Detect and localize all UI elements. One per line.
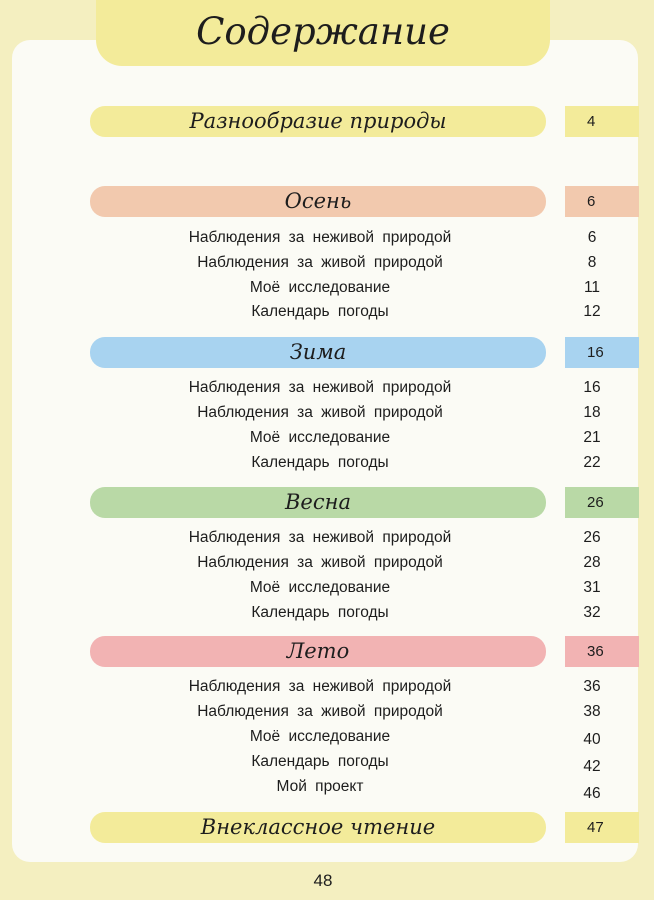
toc-item[interactable]: Календарь погоды — [251, 303, 389, 320]
page-number: 48 — [313, 871, 333, 890]
section-summer-page: 36 — [565, 636, 639, 667]
section-reading-page: 47 — [565, 812, 639, 843]
section-summer[interactable]: Лето — [90, 636, 546, 667]
toc-item[interactable]: Наблюдения за живой природой — [197, 254, 443, 271]
section-winter-page: 16 — [565, 337, 639, 368]
toc-item[interactable]: Наблюдения за живой природой — [197, 404, 443, 421]
toc-item[interactable]: Моё исследование — [249, 429, 391, 446]
toc-item[interactable]: Мой проект — [276, 778, 364, 795]
toc-item[interactable]: Моё исследование — [249, 728, 391, 745]
toc-item-page: 22 — [583, 454, 601, 471]
section-winter[interactable]: Зима — [90, 337, 546, 368]
toc-item-page: 12 — [583, 303, 601, 320]
page-title: Содержание — [196, 10, 450, 53]
section-spring[interactable]: Весна — [90, 487, 546, 518]
toc-item[interactable]: Наблюдения за живой природой — [197, 554, 443, 571]
section-autumn-page: 6 — [565, 186, 639, 217]
toc-item-page: 36 — [583, 678, 601, 695]
toc-item[interactable]: Наблюдения за неживой природой — [188, 229, 452, 246]
toc-item-page: 26 — [583, 529, 601, 546]
toc-item[interactable]: Моё исследование — [249, 279, 391, 296]
toc-item-page: 16 — [583, 379, 601, 396]
section-spring-page: 26 — [565, 487, 639, 518]
toc-item-page: 32 — [583, 604, 601, 621]
toc-item-page: 11 — [583, 279, 601, 296]
toc-item-page: 28 — [583, 554, 601, 571]
toc-item-page: 38 — [583, 703, 601, 720]
section-reading[interactable]: Внеклассное чтение — [90, 812, 546, 843]
toc-item[interactable]: Моё исследование — [249, 579, 391, 596]
toc-item[interactable]: Календарь погоды — [251, 753, 389, 770]
toc-item[interactable]: Наблюдения за неживой природой — [188, 529, 452, 546]
toc-item-page: 21 — [583, 429, 601, 446]
toc-item[interactable]: Наблюдения за неживой природой — [188, 379, 452, 396]
toc-item[interactable]: Календарь погоды — [251, 454, 389, 471]
toc-item-page: 6 — [587, 229, 597, 246]
toc-item-page: 31 — [583, 579, 601, 596]
section-autumn[interactable]: Осень — [90, 186, 546, 217]
toc-item-page: 18 — [583, 404, 601, 421]
toc-item[interactable]: Наблюдения за неживой природой — [188, 678, 452, 695]
toc-item[interactable]: Календарь погоды — [251, 604, 389, 621]
toc-item[interactable]: Наблюдения за живой природой — [197, 703, 443, 720]
section-intro-page: 4 — [565, 106, 639, 137]
toc-item-page: 40 — [583, 731, 601, 748]
toc-item-page: 8 — [587, 254, 597, 271]
toc-item-page: 42 — [583, 758, 601, 775]
section-intro[interactable]: Разнообразие природы — [90, 106, 546, 137]
toc-item-page: 46 — [583, 785, 601, 802]
